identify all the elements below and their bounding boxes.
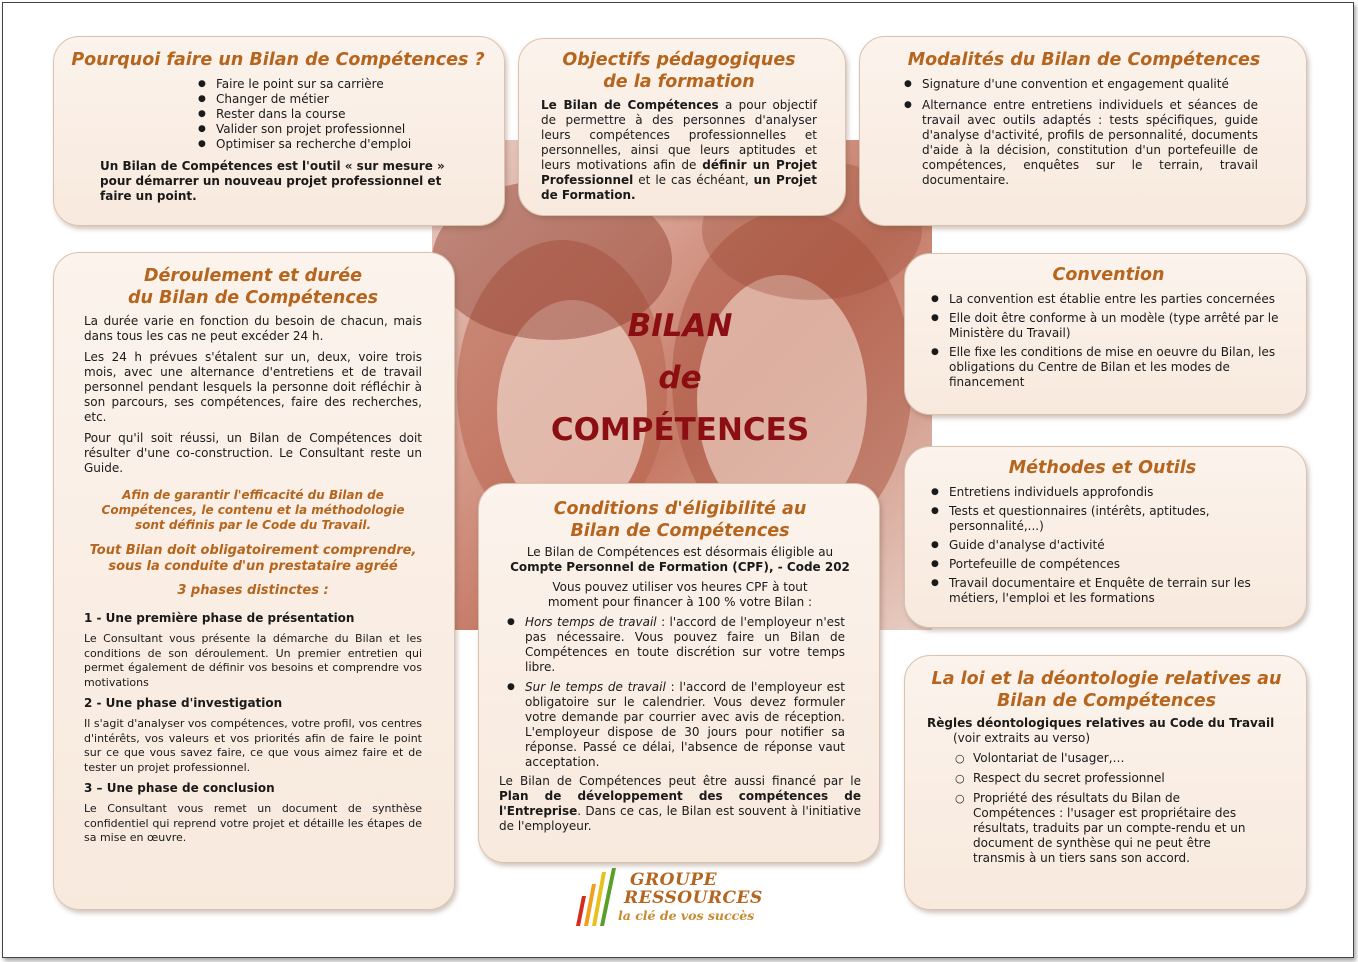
objectives-title-line1: Objectifs pédagogiques — [562, 50, 796, 70]
phase2-text: Il s'agit d'analyser vos compétences, votre profil, vos centres d'intérêts, vos valeurs et vos priorités afin de faire le point sur ce que vous savez faire, ce que vous aimez faire et de tester un projet professionnel. — [84, 717, 422, 774]
phase3-title: 3 – Une phase de conclusion — [84, 781, 275, 795]
eligibility-item2-label: Sur le temps de travail — [525, 680, 666, 694]
list-item: ● Faire le point sur sa carrière — [196, 77, 486, 92]
objectives-bold2: définir un Projet Professionnel — [541, 158, 818, 187]
modalities-title: Modalités du Bilan de Compétences — [907, 50, 1261, 70]
process-para1: La durée varie en fonction du besoin de chacun, mais dans tous les cas ne peut excéder 24 h. — [84, 314, 422, 343]
law-subtitle: Règles déontologiques relatives au Code du Travail — [927, 716, 1275, 730]
phase2-title: 2 - Une phase d'investigation — [84, 696, 283, 710]
process-highlight2: Tout Bilan doit obligatoirement comprendre, sous la conduite d'un prestataire agréé — [89, 543, 417, 574]
modalities-box — [859, 36, 1307, 226]
eligibility-intro-bold: Compte Personnel de Formation (CPF), - Code 202 — [510, 560, 850, 574]
objectives-bold1: Le Bilan de Compétences — [541, 98, 719, 112]
eligibility-outro2: . Dans ce cas, le Bilan est souvent à l'initiative de l'employeur. — [499, 804, 861, 833]
list-item: ○ Respect du secret professionnel — [953, 771, 1266, 786]
list-item: ● Signature d'une convention et engagement qualité — [902, 77, 1258, 92]
law-title-line2: Bilan de Compétences — [996, 691, 1217, 711]
logo-line1: GROUPE — [630, 870, 718, 890]
methods-box — [904, 446, 1307, 628]
list-item: ● Tests et questionnaires (intérêts, aptitudes, personnalité,...) — [929, 504, 1276, 534]
objectives-text2: et le cas échéant, — [633, 173, 754, 187]
list-item: ● Guide d'analyse d'activité — [929, 538, 1276, 553]
phase1-text: Le Consultant vous présente la démarche du Bilan et les conditions de son déroulement. Un premier entretien qui permet également de définir vos besoins et comprendre vos motivations — [84, 632, 422, 689]
eligibility-outro1: Le Bilan de Compétences peut être aussi financé par le — [499, 774, 861, 788]
groupe-ressources-logo — [572, 866, 792, 930]
methods-title: Méthodes et Outils — [1008, 458, 1197, 478]
process-title-line1: Déroulement et durée — [143, 266, 363, 286]
eligibility-box — [478, 483, 880, 863]
main-title-line2: de — [658, 360, 702, 396]
eligibility-list — [505, 615, 845, 770]
eligibility-intro1: Le Bilan de Compétences est désormais éligible au — [526, 545, 834, 559]
process-para2: Les 24 h prévues s'étalent sur un, deux, voire trois mois, avec une alternance d'entretiens et de travail personnel pendant lesquels la personne doit réfléchir à son parcours, ses compétences, faire des recherches, etc. — [84, 350, 422, 424]
logo-tagline: la clé de vos succès — [618, 908, 755, 923]
why-conclusion: Un Bilan de Compétences est l'outil « sur mesure » pour démarrer un nouveau projet professionnel et faire un point. — [100, 159, 445, 203]
eligibility-intro2: Vous pouvez utiliser vos heures CPF à tout moment pour financer à 100 % votre Bilan : — [547, 580, 813, 609]
convention-list — [929, 292, 1288, 390]
eligibility-item1-text: : l'accord de l'employeur n'est pas nécessaire. Vous pouvez faire un Bilan de Compétences en toute discrétion sur votre temps libre. — [525, 615, 845, 674]
eligibility-outro-bold: Plan de développement des compétences de l'Entreprise — [499, 789, 861, 818]
convention-title: Convention — [1052, 265, 1165, 285]
process-title-line2: du Bilan de Compétences — [127, 288, 379, 308]
list-item: ○ Propriété des résultats du Bilan de Compétences : l'usager est propriétaire des résultats, traduits par un compte-rendu et un document de synthèse qui ne peut être transmis à un tiers sans son accord. — [953, 791, 1266, 866]
eligibility-title-line1: Conditions d'éligibilité au — [553, 499, 807, 519]
list-item — [505, 680, 845, 770]
list-item: ● La convention est établie entre les parties concernées — [929, 292, 1288, 307]
objectives-box — [518, 38, 846, 216]
objectives-bold3: un Projet de Formation. — [541, 173, 817, 202]
logo-line2: RESSOURCES — [624, 888, 763, 908]
law-note: (voir extraits au verso) — [953, 731, 1091, 745]
convention-box — [904, 253, 1307, 415]
main-title — [540, 300, 820, 456]
process-highlight3: 3 phases distinctes : — [177, 583, 329, 598]
list-item: ● Valider son projet professionnel — [196, 122, 486, 137]
list-item: ● Alternance entre entretiens individuels et séances de travail avec outils adaptés : tests spécifiques, guide d'analyse d'activité, profils de personnalité, documents d'aide à la décision, constitution d'un portefeuille de compétences, enquêtes sur le terrain, travail documentaire. — [902, 98, 1258, 188]
list-item: ● Elle doit être conforme à un modèle (type arrêté par le Ministère du Travail) — [929, 311, 1288, 341]
eligibility-item1-label: Hors temps de travail — [525, 615, 657, 629]
process-box — [53, 252, 455, 910]
eligibility-item2-text: : l'accord de l'employeur est obligatoire sur le calendrier. Vous devez formuler votre demande par courrier avec avis de réception. L'employeur dispose de 30 jours pour notifier sa réponse. Passé ce délai, l'absence de réponse vaut acceptation. — [525, 680, 845, 769]
main-title-line3: COMPÉTENCES — [550, 412, 810, 448]
eligibility-title-line2: Bilan de Compétences — [570, 521, 790, 541]
list-item: ● Changer de métier — [196, 92, 486, 107]
list-item: ● Entretiens individuels approfondis — [929, 485, 1276, 500]
objectives-text — [541, 98, 817, 203]
process-highlight1: Afin de garantir l'efficacité du Bilan de Compétences, le contenu et la méthodologie sont définis par le Code du Travail. — [101, 488, 405, 532]
why-box — [53, 36, 505, 226]
main-title-line1: BILAN — [627, 308, 733, 344]
law-title-line1: La loi et la déontologie relatives au — [931, 669, 1282, 689]
list-item: ● Optimiser sa recherche d'emploi — [196, 137, 486, 152]
why-list — [196, 77, 486, 152]
law-list — [953, 751, 1266, 866]
list-item — [505, 615, 845, 675]
list-item: ● Travail documentaire et Enquête de terrain sur les métiers, l'emploi et les formations — [929, 576, 1276, 606]
phase3-text: Le Consultant vous remet un document de synthèse confidentiel qui reprend votre projet et détaille les étapes de sa mise en œuvre. — [84, 802, 422, 844]
objectives-title-line2: de la formation — [603, 72, 755, 92]
methods-list — [929, 485, 1276, 606]
phase1-title: 1 - Une première phase de présentation — [84, 611, 355, 625]
modalities-list — [902, 77, 1258, 188]
process-para3: Pour qu'il soit réussi, un Bilan de Compétences doit résulter d'une co-construction. Le Consultant reste un Guide. — [84, 431, 422, 475]
list-item: ● Elle fixe les conditions de mise en oeuvre du Bilan, les obligations du Centre de Bilan et les modes de financement — [929, 345, 1288, 390]
why-title: Pourquoi faire un Bilan de Compétences ? — [71, 50, 485, 70]
list-item: ● Portefeuille de compétences — [929, 557, 1276, 572]
list-item: ● Rester dans la course — [196, 107, 486, 122]
law-box — [904, 655, 1307, 910]
eligibility-outro — [499, 774, 861, 834]
list-item: ○ Volontariat de l'usager,… — [953, 751, 1266, 766]
objectives-text1: a pour objectif de permettre à des personnes d'analyser leurs compétences professionnelles et personnelles, ainsi que leurs aptitudes et leurs motivations afin de — [541, 98, 817, 172]
